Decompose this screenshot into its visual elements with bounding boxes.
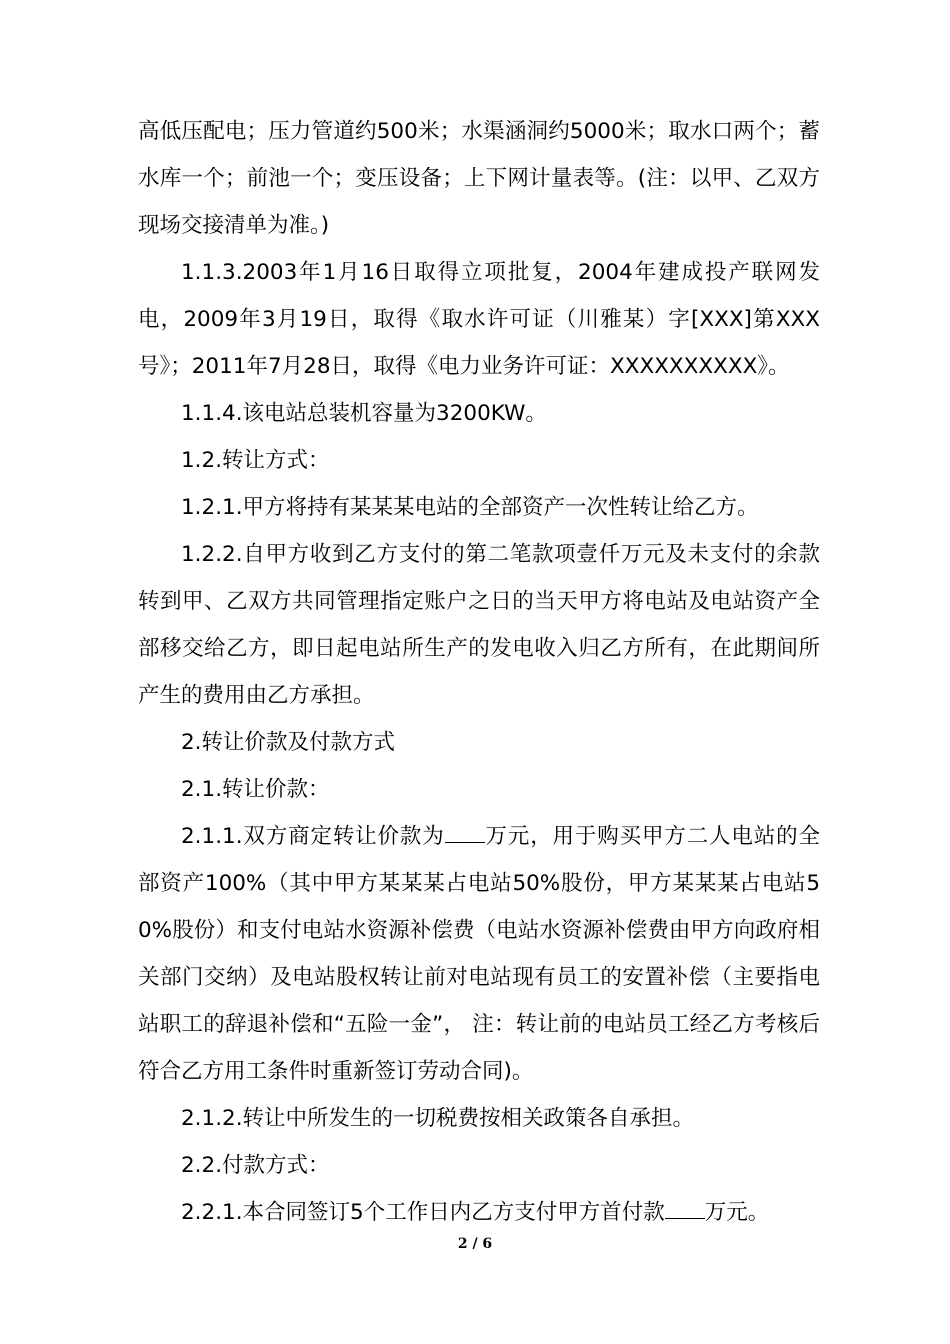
down-payment-blank — [665, 1196, 705, 1219]
heading-2: 2.转让价款及付款方式 — [181, 730, 396, 755]
paragraph-1-1-3: 1.1.3.2003年1月16日取得立项批复，2004年建成投产联网发电，2009年3月19日，取得《取水许可证（川雅某）字[XXX]第XXX号》；2011年7月28日，取得《电力业务许可证：XXXXXXXXXX》。 — [138, 260, 820, 379]
paragraph-2-1-1-start: 2.1.1.双方商定转让价款为 — [181, 824, 445, 849]
price-blank — [445, 820, 485, 843]
page-number: 2 / 6 — [457, 1236, 493, 1252]
document-body — [138, 108, 820, 1236]
heading-2-1: 2.1.转让价款： — [181, 777, 330, 802]
paragraph-2-2-1-start: 2.2.1.本合同签订5个工作日内乙方支付甲方首付款 — [181, 1200, 665, 1225]
paragraph-1-2-2: 1.2.2.自甲方收到乙方支付的第二笔款项壹仟万元及未支付的余款转到甲、乙双方共同管理指定账户之日的当天甲方将电站及电站资产全部移交给乙方，即日起电站所生产的发电收入归乙方所有，在此期间所产生的费用由乙方承担。 — [138, 542, 820, 708]
paragraph-2-2-1-end: 万元。 — [704, 1200, 770, 1225]
paragraph-2-1-2: 2.1.2.转让中所发生的一切税费按相关政策各自承担。 — [181, 1106, 695, 1131]
paragraph-2-2-1 — [138, 1189, 820, 1236]
paragraph-assets: 高低压配电；压力管道约500米；水渠涵洞约5000米；取水口两个；蓄水库一个；前池一个；变压设备；上下网计量表等。(注：以甲、乙双方现场交接清单为准。) — [138, 119, 820, 238]
paragraph-2-1-1-rest: 万元，用于购买甲方二人电站的全部资产100%（其中甲方某某某占电站50%股份，甲方某某某占电站50%股份）和支付电站水资源补偿费（电站水资源补偿费由甲方向政府相关部门交纳）及电站股权转让前对电站现有员工的安置补偿（主要指电站职工的辞退补偿和“五险一金”， 注：转让前的电站员工经乙方考核后符合乙方用工条件时重新签订劳动合同)。 — [138, 824, 820, 1084]
paragraph-1-2-1: 1.2.1.甲方将持有某某某电站的全部资产一次性转让给乙方。 — [181, 495, 759, 520]
heading-2-2: 2.2.付款方式： — [181, 1153, 330, 1178]
heading-1-2: 1.2.转让方式： — [181, 448, 330, 473]
paragraph-2-1-1 — [138, 813, 820, 1095]
paragraph-1-1-4: 1.1.4.该电站总装机容量为3200KW。 — [181, 401, 547, 426]
